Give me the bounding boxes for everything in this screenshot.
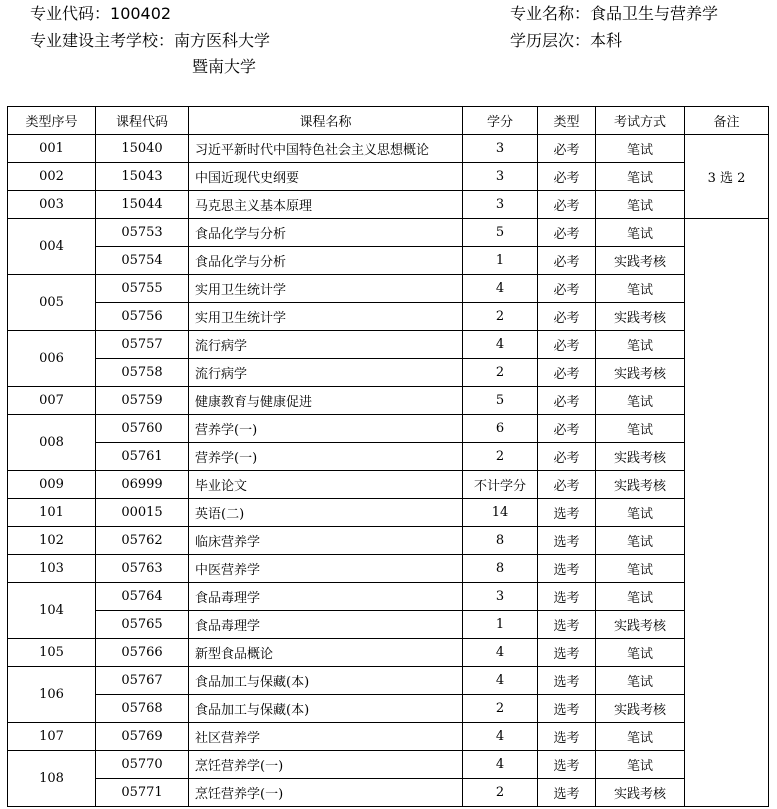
- cell-exam: 笔试: [596, 583, 685, 611]
- cell-type: 选考: [538, 611, 596, 639]
- table-row: [8, 751, 769, 779]
- education-level: [510, 31, 622, 51]
- cell-credit: 1: [463, 611, 538, 639]
- cell-code: 06999: [96, 471, 189, 499]
- cell-exam: 笔试: [596, 499, 685, 527]
- cell-type: 必考: [538, 219, 596, 247]
- cell-name: 毕业论文: [189, 471, 463, 499]
- major-code-label: 专业代码：: [30, 4, 111, 23]
- education-level-value: 本科: [590, 31, 623, 50]
- cell-credit: 3: [463, 135, 538, 163]
- table-row: [8, 359, 769, 387]
- cell-code: 05768: [96, 695, 189, 723]
- cell-credit: 3: [463, 191, 538, 219]
- education-level-label: 学历层次：: [510, 31, 591, 50]
- cell-exam: 实践考核: [596, 443, 685, 471]
- major-name: [510, 4, 718, 24]
- cell-exam: 笔试: [596, 163, 685, 191]
- cell-exam: 笔试: [596, 751, 685, 779]
- cell-type: 必考: [538, 275, 596, 303]
- cell-exam: 笔试: [596, 331, 685, 359]
- cell-exam: 实践考核: [596, 359, 685, 387]
- cell-credit: 8: [463, 555, 538, 583]
- table-row: [8, 387, 769, 415]
- cell-code: 00015: [96, 499, 189, 527]
- cell-credit: 2: [463, 303, 538, 331]
- cell-type: 选考: [538, 639, 596, 667]
- cell-seq: 102: [8, 527, 96, 555]
- cell-type: 必考: [538, 331, 596, 359]
- cell-name: 流行病学: [189, 331, 463, 359]
- cell-type: 必考: [538, 387, 596, 415]
- table-row: [8, 499, 769, 527]
- cell-type: 选考: [538, 695, 596, 723]
- course-table: [7, 106, 769, 807]
- cell-code: 05764: [96, 583, 189, 611]
- col-header-credit: 学分: [463, 107, 538, 135]
- cell-name: 食品加工与保藏(本): [189, 695, 463, 723]
- cell-credit: 6: [463, 415, 538, 443]
- cell-code: 05766: [96, 639, 189, 667]
- cell-exam: 实践考核: [596, 247, 685, 275]
- cell-exam: 实践考核: [596, 779, 685, 807]
- cell-credit: 2: [463, 779, 538, 807]
- cell-seq: 002: [8, 163, 96, 191]
- major-code: [30, 4, 171, 24]
- table-row: [8, 415, 769, 443]
- cell-exam: 笔试: [596, 527, 685, 555]
- cell-type: 必考: [538, 247, 596, 275]
- cell-exam: 笔试: [596, 219, 685, 247]
- cell-credit: 4: [463, 751, 538, 779]
- table-row: [8, 163, 769, 191]
- table-row: [8, 191, 769, 219]
- cell-code: 15043: [96, 163, 189, 191]
- table-row: [8, 667, 769, 695]
- cell-exam: 笔试: [596, 135, 685, 163]
- cell-code: 05754: [96, 247, 189, 275]
- cell-type: 选考: [538, 583, 596, 611]
- cell-code: 05763: [96, 555, 189, 583]
- cell-seq: 103: [8, 555, 96, 583]
- cell-credit: 4: [463, 639, 538, 667]
- cell-exam: 笔试: [596, 667, 685, 695]
- cell-type: 必考: [538, 359, 596, 387]
- cell-type: 选考: [538, 667, 596, 695]
- cell-exam: 实践考核: [596, 611, 685, 639]
- table-row: [8, 443, 769, 471]
- cell-seq: 104: [8, 583, 96, 639]
- cell-exam: 笔试: [596, 415, 685, 443]
- cell-name: 社区营养学: [189, 723, 463, 751]
- table-row: [8, 555, 769, 583]
- cell-code: 15044: [96, 191, 189, 219]
- col-header-remark: 备注: [685, 107, 769, 135]
- cell-name: 新型食品概论: [189, 639, 463, 667]
- cell-credit: 4: [463, 723, 538, 751]
- host-school: [30, 31, 270, 51]
- table-row: [8, 611, 769, 639]
- cell-name: 英语(二): [189, 499, 463, 527]
- cell-name: 健康教育与健康促进: [189, 387, 463, 415]
- cell-code: 05755: [96, 275, 189, 303]
- cell-exam: 实践考核: [596, 695, 685, 723]
- cell-type: 选考: [538, 751, 596, 779]
- cell-code: 15040: [96, 135, 189, 163]
- table-row: [8, 471, 769, 499]
- cell-name: 营养学(一): [189, 415, 463, 443]
- cell-exam: 笔试: [596, 639, 685, 667]
- cell-name: 实用卫生统计学: [189, 303, 463, 331]
- cell-type: 必考: [538, 191, 596, 219]
- cell-exam: 实践考核: [596, 471, 685, 499]
- cell-type: 选考: [538, 527, 596, 555]
- table-row: [8, 247, 769, 275]
- cell-exam: 笔试: [596, 191, 685, 219]
- cell-name: 习近平新时代中国特色社会主义思想概论: [189, 135, 463, 163]
- cell-code: 05753: [96, 219, 189, 247]
- cell-name: 中医营养学: [189, 555, 463, 583]
- table-row: [8, 219, 769, 247]
- cell-credit: 1: [463, 247, 538, 275]
- table-row: [8, 303, 769, 331]
- cell-seq: 107: [8, 723, 96, 751]
- cell-name: 食品化学与分析: [189, 219, 463, 247]
- cell-type: 选考: [538, 499, 596, 527]
- cell-name: 食品化学与分析: [189, 247, 463, 275]
- col-header-code: 课程代码: [96, 107, 189, 135]
- cell-name: 临床营养学: [189, 527, 463, 555]
- cell-seq: 005: [8, 275, 96, 331]
- cell-seq: 001: [8, 135, 96, 163]
- cell-name: 营养学(一): [189, 443, 463, 471]
- cell-code: 05771: [96, 779, 189, 807]
- cell-type: 必考: [538, 135, 596, 163]
- cell-name: 中国近现代史纲要: [189, 163, 463, 191]
- cell-credit: 5: [463, 219, 538, 247]
- cell-code: 05769: [96, 723, 189, 751]
- table-row: [8, 779, 769, 807]
- cell-type: 选考: [538, 723, 596, 751]
- cell-code: 05762: [96, 527, 189, 555]
- cell-credit: 不计学分: [463, 471, 538, 499]
- major-name-value: 食品卫生与营养学: [590, 4, 719, 23]
- host-school-label: 专业建设主考学校：: [30, 31, 175, 50]
- cell-exam: 笔试: [596, 275, 685, 303]
- cell-name: 实用卫生统计学: [189, 275, 463, 303]
- cell-remark-empty: [685, 219, 769, 807]
- table-header-row: [8, 107, 769, 135]
- table-row: [8, 723, 769, 751]
- cell-name: 烹饪营养学(一): [189, 751, 463, 779]
- cell-credit: 2: [463, 695, 538, 723]
- cell-code: 05759: [96, 387, 189, 415]
- cell-name: 流行病学: [189, 359, 463, 387]
- host-school-1: 南方医科大学: [174, 31, 271, 50]
- cell-credit: 14: [463, 499, 538, 527]
- cell-type: 必考: [538, 443, 596, 471]
- cell-seq: 009: [8, 471, 96, 499]
- cell-exam: 笔试: [596, 555, 685, 583]
- host-school-2: 暨南大学: [192, 57, 257, 76]
- cell-type: 必考: [538, 471, 596, 499]
- col-header-exam: 考试方式: [596, 107, 685, 135]
- cell-name: 食品加工与保藏(本): [189, 667, 463, 695]
- cell-name: 食品毒理学: [189, 611, 463, 639]
- cell-exam: 笔试: [596, 387, 685, 415]
- table-row: [8, 639, 769, 667]
- cell-remark: 3 选 2: [685, 135, 769, 219]
- cell-code: 05756: [96, 303, 189, 331]
- major-name-label: 专业名称：: [510, 4, 591, 23]
- cell-credit: 3: [463, 583, 538, 611]
- major-code-value: 100402: [110, 4, 172, 23]
- cell-credit: 2: [463, 443, 538, 471]
- cell-credit: 5: [463, 387, 538, 415]
- cell-code: 05765: [96, 611, 189, 639]
- cell-seq: 008: [8, 415, 96, 471]
- cell-code: 05757: [96, 331, 189, 359]
- cell-credit: 8: [463, 527, 538, 555]
- cell-seq: 003: [8, 191, 96, 219]
- table-row: [8, 527, 769, 555]
- cell-type: 选考: [538, 779, 596, 807]
- table-row: [8, 695, 769, 723]
- table-row: [8, 583, 769, 611]
- cell-credit: 4: [463, 331, 538, 359]
- table-row: [8, 275, 769, 303]
- cell-seq: 006: [8, 331, 96, 387]
- cell-code: 05767: [96, 667, 189, 695]
- cell-seq: 101: [8, 499, 96, 527]
- col-header-seq: 类型序号: [8, 107, 96, 135]
- cell-seq: 007: [8, 387, 96, 415]
- cell-type: 必考: [538, 415, 596, 443]
- cell-code: 05760: [96, 415, 189, 443]
- cell-credit: 4: [463, 275, 538, 303]
- cell-exam: 实践考核: [596, 303, 685, 331]
- course-table-body: [8, 135, 769, 807]
- cell-name: 烹饪营养学(一): [189, 779, 463, 807]
- cell-type: 选考: [538, 555, 596, 583]
- cell-seq: 106: [8, 667, 96, 723]
- cell-code: 05758: [96, 359, 189, 387]
- col-header-type: 类型: [538, 107, 596, 135]
- cell-code: 05761: [96, 443, 189, 471]
- cell-exam: 笔试: [596, 723, 685, 751]
- col-header-name: 课程名称: [189, 107, 463, 135]
- cell-type: 必考: [538, 303, 596, 331]
- cell-code: 05770: [96, 751, 189, 779]
- cell-name: 食品毒理学: [189, 583, 463, 611]
- cell-credit: 4: [463, 667, 538, 695]
- cell-seq: 108: [8, 751, 96, 807]
- cell-seq: 004: [8, 219, 96, 275]
- cell-credit: 3: [463, 163, 538, 191]
- cell-seq: 105: [8, 639, 96, 667]
- cell-credit: 2: [463, 359, 538, 387]
- table-row: [8, 135, 769, 163]
- cell-type: 必考: [538, 163, 596, 191]
- table-row: [8, 331, 769, 359]
- cell-name: 马克思主义基本原理: [189, 191, 463, 219]
